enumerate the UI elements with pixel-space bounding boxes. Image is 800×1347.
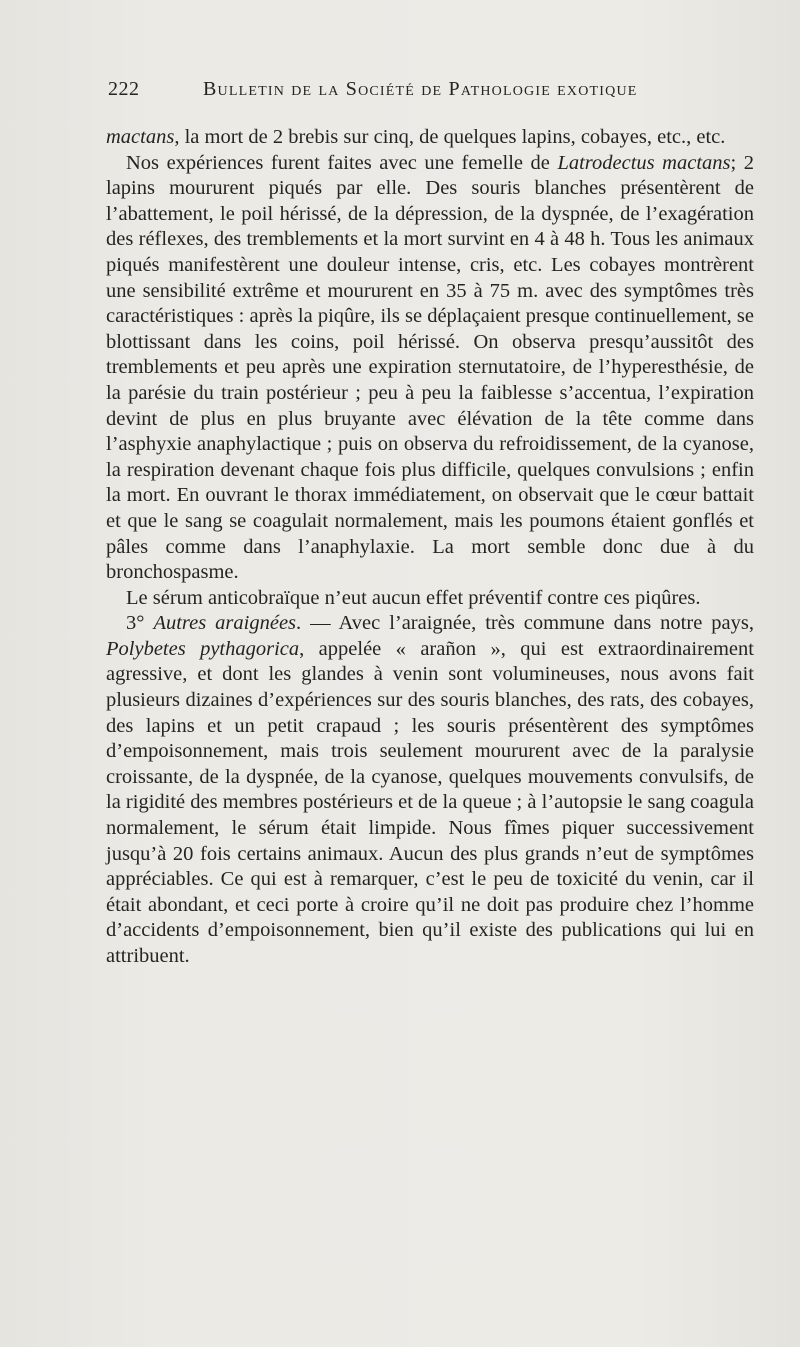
- paragraph-text: . — Avec l’araignée, très commune dans notre pays,: [296, 612, 754, 635]
- page-header: [108, 78, 768, 108]
- paragraph-3: [106, 586, 754, 612]
- species-name: mactans: [106, 126, 175, 148]
- running-title: Bulletin de la Société de Pathologie exotique: [203, 78, 638, 100]
- paragraph-text: Nos expériences furent faites avec une femelle de: [126, 151, 558, 174]
- paragraph-1: [106, 125, 754, 151]
- paragraph-text: ; 2 lapins moururent piqués par elle. Des souris blanches présentèrent de l’abattement, le poil hérissé, de la dépression, de la dyspnée, de l’exagération des réflexes, des tremblements et la mort survint en 4 à 48 h. Tous les animaux piqués manifestèrent une douleur intense, cris, etc. Les cobayes montrèrent une sensibilité extrême et moururent en 35 à 75 m. avec des symptômes très caractéristiques : après la piqûre, ils se déplaçaient presque continuellement, se blottissant dans les coins, poil hérissé. On observa presqu’aussitôt des tremblements et peu après une expiration sternutatoire, de l’hyperesthésie, de la parésie du train postérieur ; peu à peu la faiblesse s’accentua, l’expiration devint de plus en plus bruyante avec élévation de la tête comme dans l’asphyxie anaphylactique ; puis on observa du refroidissement, de la cyanose, la respiration devenant chaque fois plus difficile, quelques convulsions ; enfin la mort. En ouvrant le thorax immédiatement, on observait que le cœur battait et que le sang se coagulait normalement, mais les poumons étaient gonflés et pâles comme dans l’anaphylaxie. La mort semble donc due à du bronchospasme.: [106, 151, 754, 584]
- species-name: Polybetes pythagorica: [106, 637, 300, 660]
- paragraph-4: [106, 611, 754, 969]
- paragraph-2: [106, 151, 754, 586]
- paragraph-text: , la mort de 2 brebis sur cinq, de quelques lapins, cobayes, etc., etc.: [174, 126, 726, 148]
- page-number: 222: [108, 78, 140, 100]
- section-title: Autres araignées: [153, 612, 297, 635]
- paragraph-text: Le sérum anticobraïque n’eut aucun effet préventif contre ces piqûres.: [126, 586, 701, 609]
- paragraph-text: , appelée « arañon », qui est extraordinairement agressive, et dont les glandes à venin sont volumineuses, nous avons fait plusieurs dizaines d’expériences sur des souris blanches, des rats, des cobayes, des lapins et un petit crapaud ; les souris présentèrent des symptômes d’empoisonnement, mais trois seulement moururent avec de la paralysie croissante, de la dyspnée, de la cyanose, quelques mouvements convulsifs, de la rigidité des membres postérieurs et de la queue ; à l’autopsie le sang coagula normalement, le sérum était limpide. Nous fîmes piquer successivement jusqu’à 20 fois certains animaux. Aucun des plus grands n’eut de symptômes appréciables. Ce qui est à remarquer, c’est le peu de toxicité du venin, car il était abondant, et ceci porte à croire qu’il ne doit pas produire chez l’homme d’accidents d’empoisonnement, bien qu’il existe des publications qui lui en attribuent.: [106, 637, 754, 967]
- species-name: Latrodectus mactans: [557, 151, 731, 174]
- body-text: [106, 125, 754, 970]
- section-number: 3°: [126, 612, 154, 635]
